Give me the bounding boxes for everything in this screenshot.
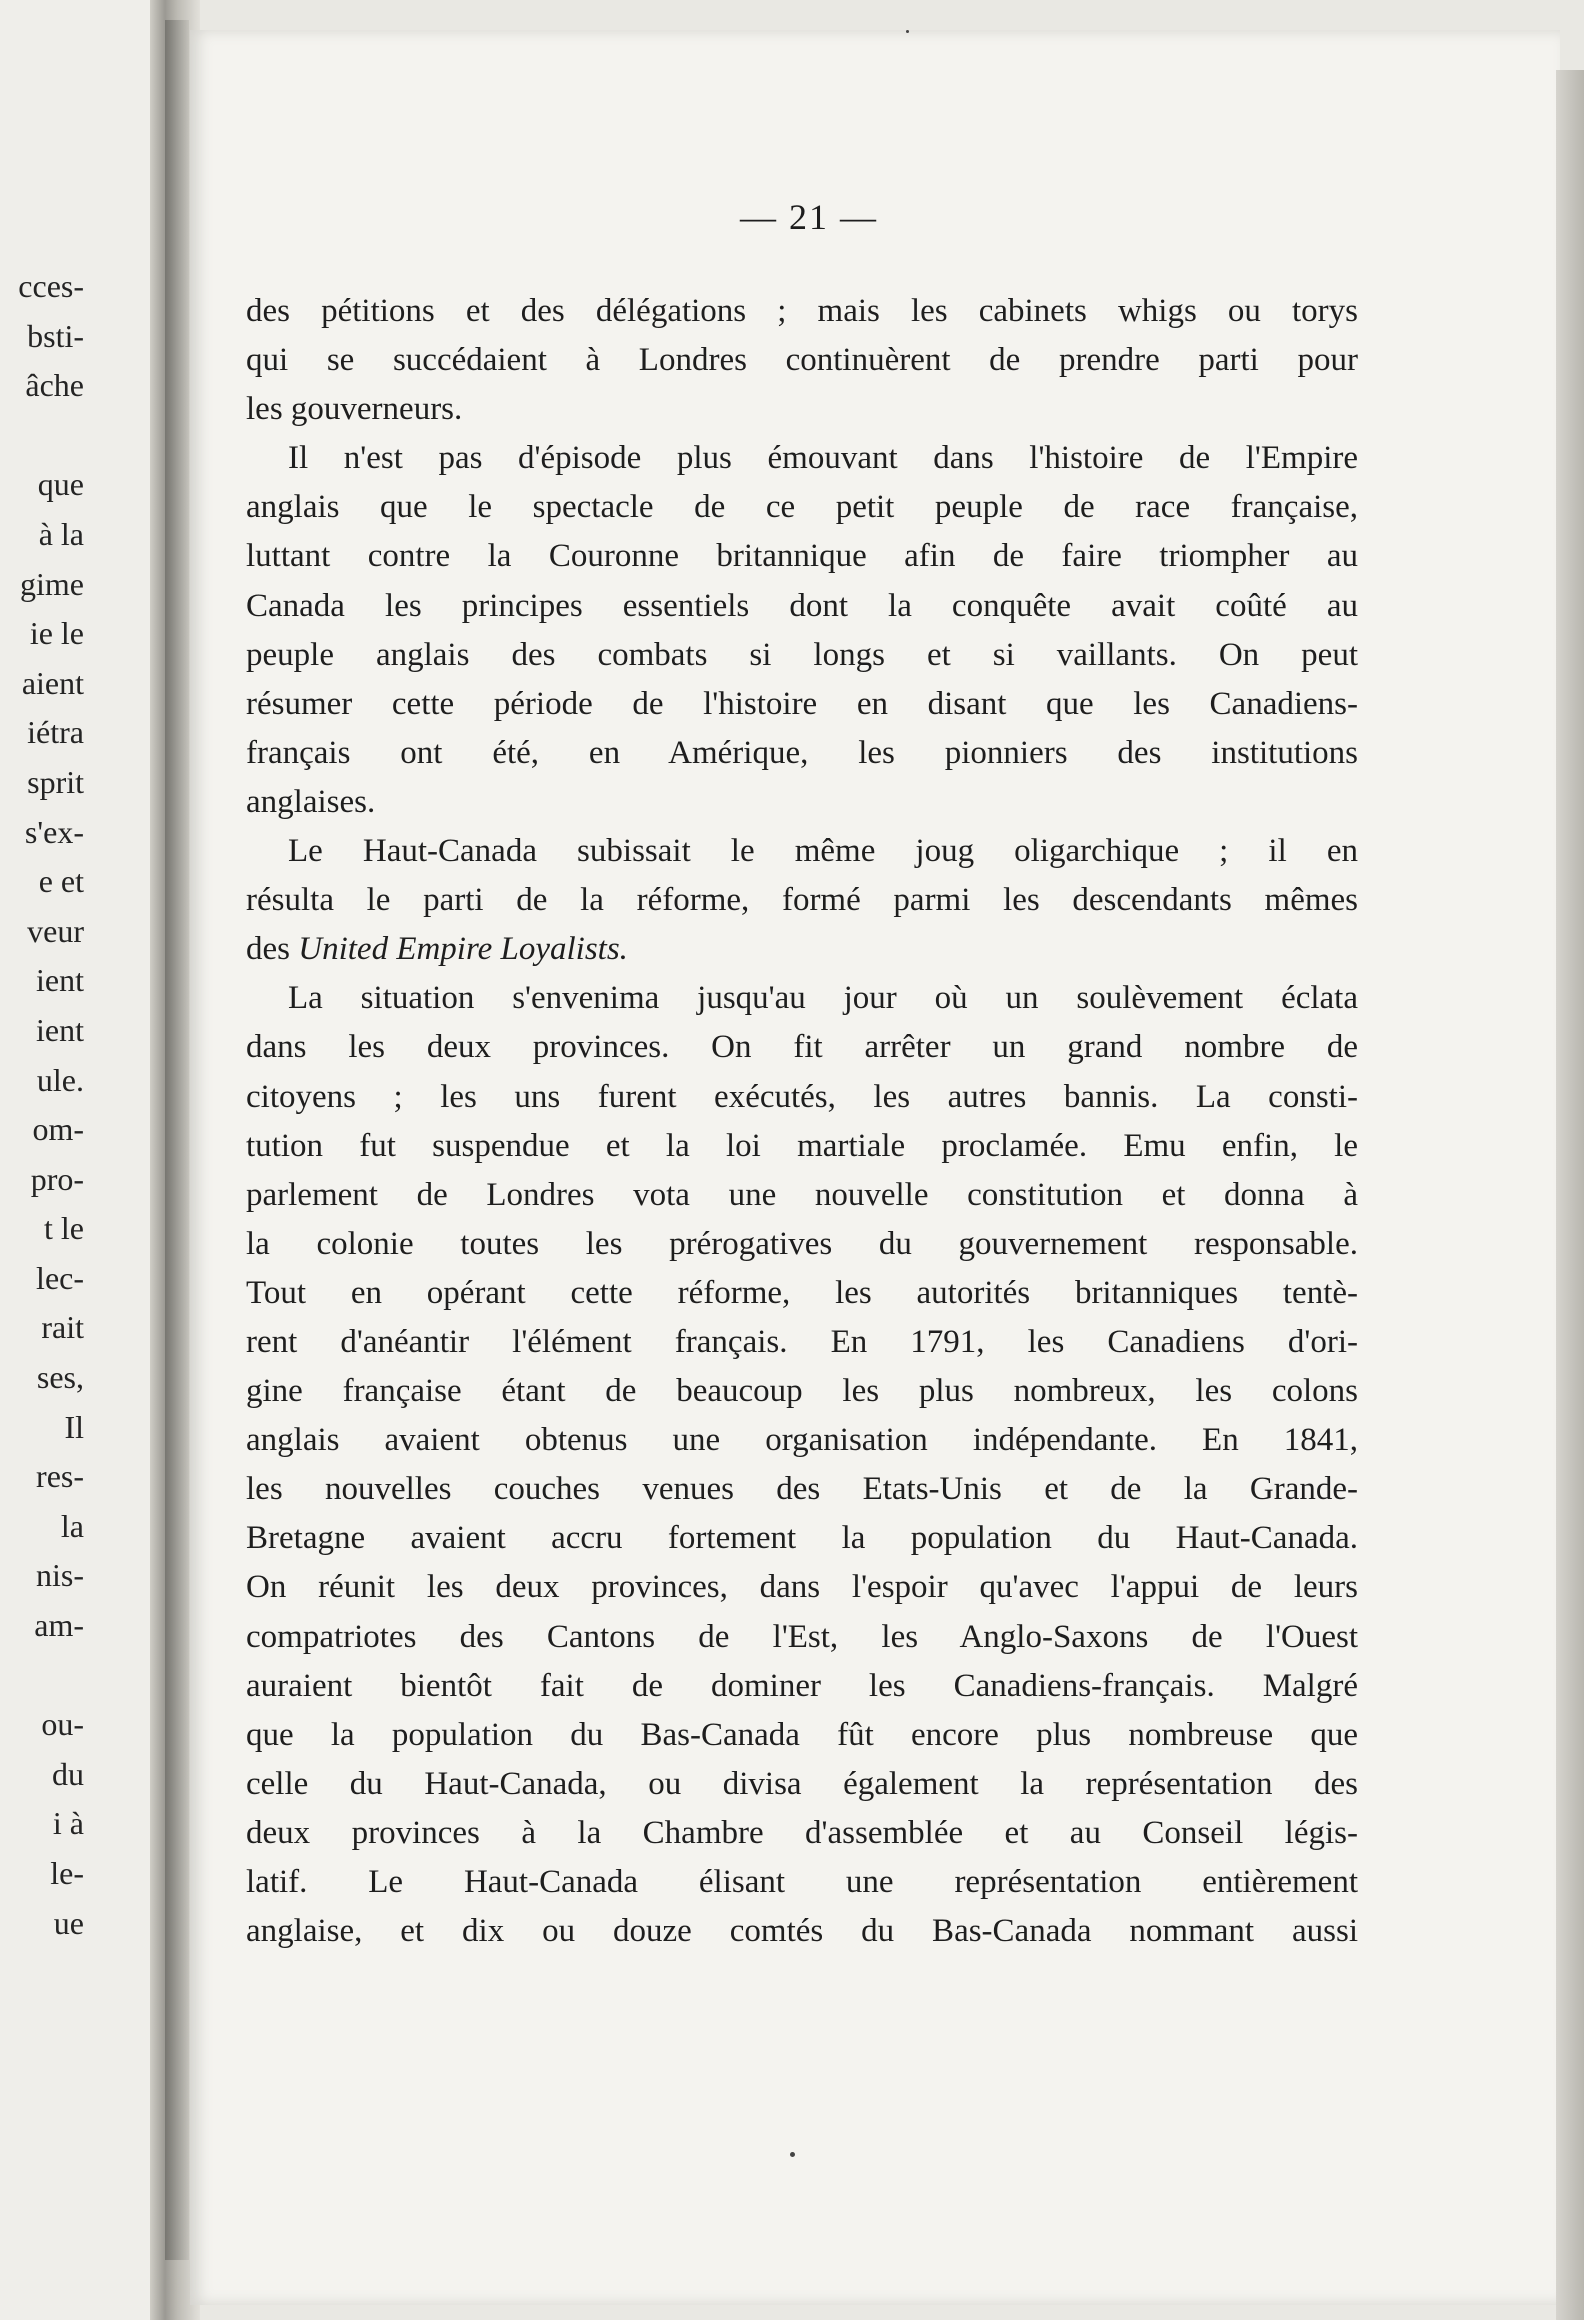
text-line: qui se succédaient à Londres continuèrent de prendre parti pour [246, 342, 1358, 379]
page-edge [1556, 70, 1584, 2320]
text-line: parlement de Londres vota une nouvelle constitution et donna à [246, 1176, 1358, 1213]
text-line: anglaises. [246, 783, 376, 820]
facing-line: nis- [36, 1557, 84, 1594]
facing-line: cces- [18, 268, 84, 304]
text-line: On réunit les deux provinces, dans l'espoir qu'avec l'appui de leurs [246, 1569, 1358, 1606]
facing-line: s'ex- [24, 813, 84, 850]
text-line: compatriotes des Cantons de l'Est, les Anglo-Saxons de l'Ouest [246, 1618, 1358, 1655]
text-line: Il n'est pas d'épisode plus émouvant dans l'histoire de l'Empire [288, 440, 1358, 477]
facing-line: gime [20, 565, 84, 602]
facing-line: pro- [30, 1160, 84, 1197]
facing-line: om- [32, 1111, 84, 1148]
text-line: peuple anglais des combats si longs et si vaillants. On peut [246, 636, 1358, 673]
facing-line: aient [21, 664, 84, 701]
text-line: résumer cette période de l'histoire en disant que les Canadiens- [246, 685, 1358, 722]
text-line: Canada les principes essentiels dont la conquête avait coûté au [246, 587, 1358, 624]
facing-page-text [0, 262, 84, 1948]
text-line: citoyens ; les uns furent exécutés, les autres bannis. La consti- [246, 1078, 1358, 1115]
text-line: Le Haut-Canada subissait le même joug oligarchique ; il en [288, 833, 1358, 870]
page-number: — 21 — [740, 197, 878, 237]
facing-line: ue [53, 1904, 84, 1941]
text-line: des pétitions et des délégations ; mais les cabinets whigs ou torys [246, 293, 1358, 329]
facing-line: le- [50, 1855, 84, 1891]
facing-line: bsti- [27, 317, 84, 354]
facing-line: la [60, 1507, 84, 1544]
text-line: résulta le parti de la réforme, formé parmi les descendants mêmes [246, 882, 1358, 919]
facing-line: iétra [27, 714, 84, 751]
text-line: français ont été, en Amérique, les pionniers des institutions [246, 734, 1358, 771]
text-line: latif. Le Haut-Canada élisant une représentation entièrement [246, 1864, 1358, 1900]
text-line: La situation s'envenima jusqu'au jour où un soulèvement éclata [288, 980, 1358, 1017]
facing-line: ule. [36, 1061, 84, 1098]
text-fragment: des [246, 931, 290, 968]
facing-line: sprit [27, 763, 84, 800]
facing-line: à la [38, 515, 84, 552]
text-line: gine française étant de beaucoup les plus nombreux, les colons [246, 1373, 1358, 1410]
text-line: auraient bientôt fait de dominer les Canadiens-français. Malgré [246, 1667, 1358, 1704]
facing-line: que [37, 466, 84, 503]
text-line: les nouvelles couches venues des Etats-Unis et de la Grande- [246, 1471, 1358, 1508]
facing-line: ie le [29, 615, 84, 652]
italic-phrase: United Empire Loyalists. [298, 931, 628, 968]
gutter-shadow [165, 20, 189, 2260]
text-line: luttant contre la Couronne britannique afin de faire triompher au [246, 538, 1358, 575]
text-line: Tout en opérant cette réforme, les autorités britanniques tentè- [246, 1274, 1358, 1311]
text-line: Bretagne avaient accru fortement la population du Haut-Canada. [246, 1520, 1358, 1557]
facing-line: ses, [36, 1359, 84, 1396]
text-line: anglais que le spectacle de ce petit peuple de race française, [246, 489, 1358, 526]
text-line-with-italic [246, 925, 1358, 974]
facing-line: lec- [36, 1259, 84, 1296]
facing-line: t le [44, 1210, 84, 1247]
facing-line: i à [52, 1805, 84, 1842]
body-text [246, 287, 1358, 1956]
text-line: la colonie toutes les prérogatives du gouvernement responsable. [246, 1225, 1358, 1262]
facing-line [0, 411, 84, 461]
facing-line: ient [36, 962, 84, 999]
text-line: deux provinces à la Chambre d'assemblée et au Conseil légis- [246, 1814, 1358, 1851]
text-line: tution fut suspendue et la loi martiale proclamée. Emu enfin, le [246, 1127, 1358, 1164]
text-line: dans les deux provinces. On fit arrêter un grand nombre de [246, 1029, 1358, 1066]
facing-line: Il [64, 1408, 84, 1445]
text-line: rent d'anéantir l'élément français. En 1791, les Canadiens d'ori- [246, 1323, 1358, 1360]
text-line: anglais avaient obtenus une organisation indépendante. En 1841, [246, 1422, 1358, 1459]
facing-line [0, 1651, 84, 1701]
paper-speck [906, 30, 909, 33]
facing-line: du [52, 1755, 84, 1792]
facing-page [0, 0, 160, 2320]
facing-line: âche [25, 367, 84, 404]
paper-speck [790, 2152, 795, 2157]
facing-line: ient [36, 1011, 84, 1048]
facing-line: am- [34, 1607, 84, 1644]
facing-line: ou- [41, 1706, 84, 1743]
text-line: anglaise, et dix ou douze comtés du Bas-Canada nommant aussi [246, 1913, 1358, 1950]
text-line: que la population du Bas-Canada fût encore plus nombreuse que [246, 1716, 1358, 1753]
text-line: celle du Haut-Canada, ou divisa également la représentation des [246, 1765, 1358, 1802]
text-line: les gouverneurs. [246, 391, 463, 428]
facing-line: veur [27, 912, 84, 949]
facing-line: e et [38, 863, 84, 900]
facing-line: rait [41, 1309, 84, 1346]
facing-line: res- [36, 1458, 84, 1495]
